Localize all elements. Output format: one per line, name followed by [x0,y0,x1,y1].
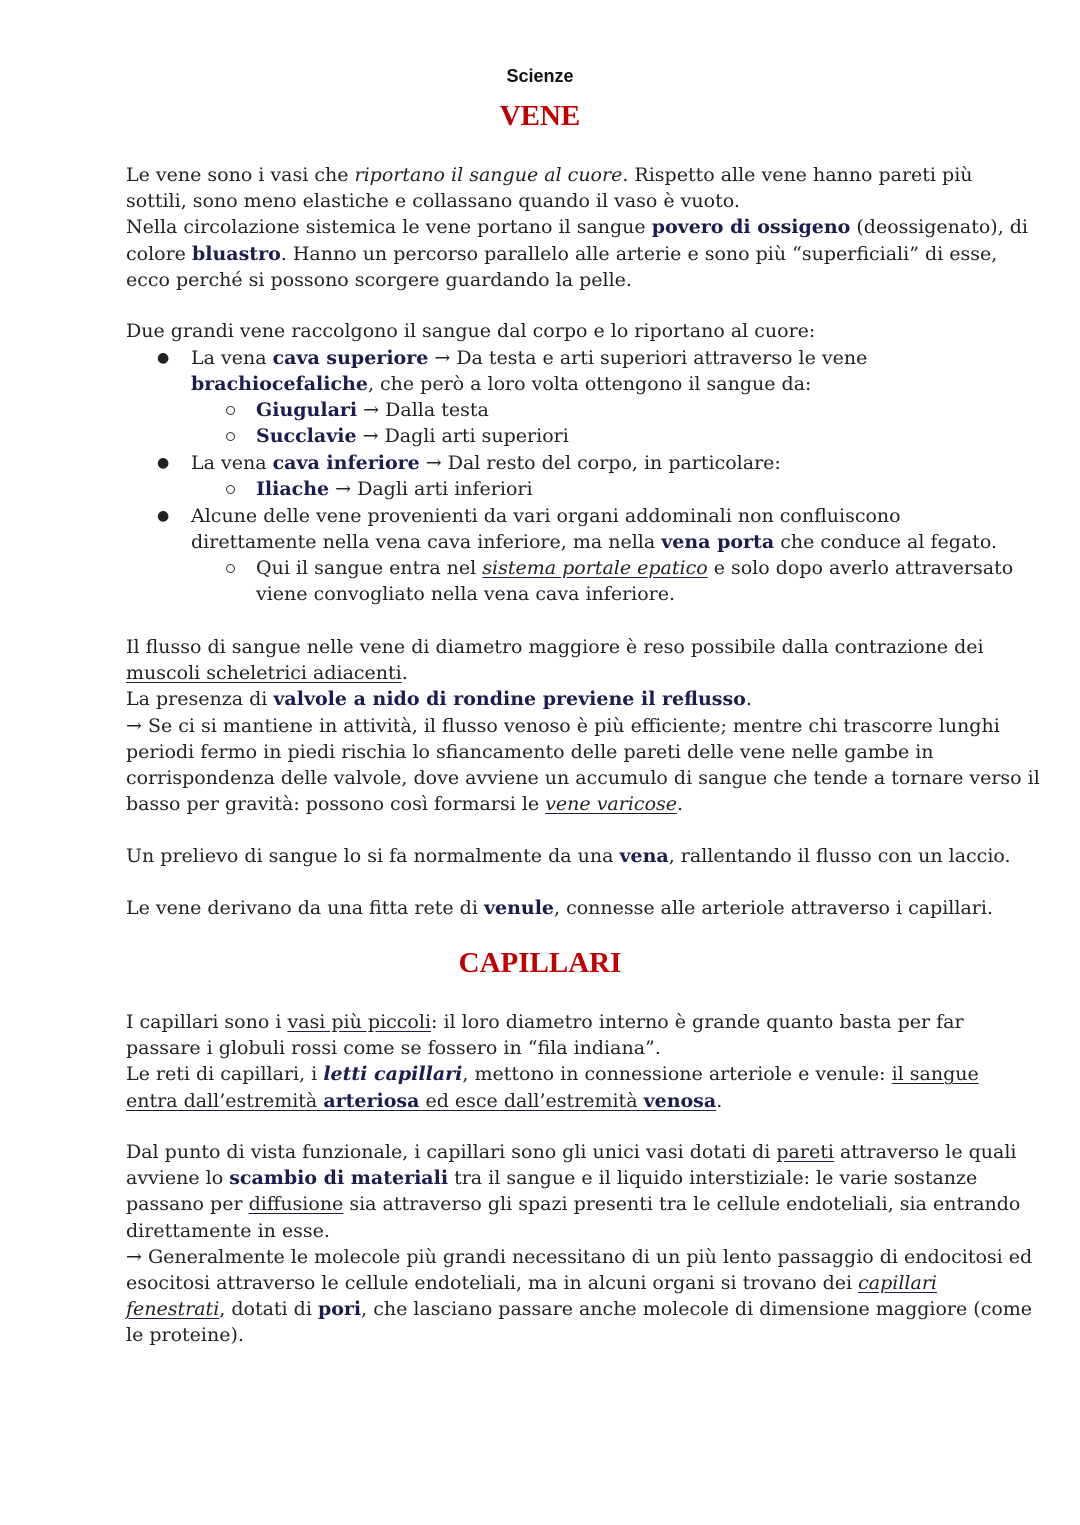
circle-bullet [226,432,235,441]
paragraph-grandi-vene: Due grandi vene raccolgono il sangue dal corpo e lo riportano al cuore: [126,320,816,342]
paragraph-venule: Le vene derivano da una fitta rete di venule, connesse alle arteriole attraverso i capillari. [126,897,993,919]
paragraph-capillari-funzione: Dal punto di vista funzionale, i capillari sono gli unici vasi dotati di pareti attraverso le quali avviene lo scambio di materiali tra il sangue e il liquido interstiziale: le varie sostanze passano per diffusione sia attraverso gli spazi presenti tra le cellule endoteliali, sia entrando direttamente in esse. → Generalmente le molecole più grandi necessitano di un più lento passaggio di endocitosi ed esocitosi attraverso le cellule endoteliali, ma in alcuni organi si trovano dei capillari fenestrati, dotati di pori, che lasciano passare anche molecole di dimensione maggiore (come le proteine). [126,1141,1033,1347]
list-subitem-portale: Qui il sangue entra nel sistema portale epatico e solo dopo averlo attraversato [256,557,1014,579]
list-item-vena-porta-cont: direttamente nella vena cava inferiore, ma nella vena porta che conduce al fegato. [191,531,997,553]
paragraph-flusso: Il flusso di sangue nelle vene di diametro maggiore è reso possibile dalla contrazione dei muscoli scheletrici adiacenti. La presenza di valvole a nido di rondine previene il reflusso. → Se ci si mantiene in attività, il flusso venoso è più efficiente; mentre chi trascorre lunghi periodi fermo in piedi rischia lo sfiancamento delle pareti delle vene nelle gambe in corrispondenza delle valvole, dove avviene un accumulo di sangue che tende a tornare verso il basso per gravità: possono così formarsi le vene varicose. [126,636,1040,816]
list-item-cava-superiore: La vena cava superiore → Da testa e arti superiori attraverso le vene [191,347,868,369]
section-title-vene: VENE [499,100,581,132]
bullet-dot: ● [157,508,170,524]
paragraph-vene-intro: Le vene sono i vasi che riportano il sangue al cuore. Rispetto alle vene hanno pareti più sottili, sono meno elastiche e collassano quando il vaso è vuoto. Nella circolazione sistemica le vene portano il sangue povero di ossigeno (deossigenato), di colore bluastro. Hanno un percorso parallelo alle arterie e sono più “superficiali” di esse, ecco perché si possono scorgere guardando la pelle. [126,164,1029,291]
circle-bullet [226,485,235,494]
paragraph-capillari-intro: I capillari sono i vasi più piccoli: il loro diametro interno è grande quanto basta per far passare i globuli rossi come se fossero in “fila indiana”. Le reti di capillari, i letti capillari, mettono in connessione arteriole e venule: il sangue entra dall’estremità arteriosa ed esce dall’estremità venosa. [126,1011,979,1112]
subject-header: Scienze [506,66,574,86]
list-subitem-iliache: Iliache → Dagli arti inferiori [256,478,533,500]
bullet-dot: ● [157,455,170,471]
paragraph-prelievo: Un prelievo di sangue lo si fa normalmente da una vena, rallentando il flusso con un laccio. [126,845,1011,867]
list-subitem-giugulari: Giugulari → Dalla testa [256,399,489,421]
list-item-vena-porta: Alcune delle vene provenienti da vari organi addominali non confluiscono [191,505,901,527]
list-subitem-portale-cont: viene convogliato nella vena cava inferiore. [256,583,676,605]
list-subitem-succlavie: Succlavie → Dagli arti superiori [256,425,569,447]
section-title-capillari: CAPILLARI [458,947,622,979]
circle-bullet [226,406,235,415]
list-item-cava-inferiore: La vena cava inferiore → Dal resto del corpo, in particolare: [191,452,781,474]
bullet-dot: ● [157,350,170,366]
list-item-cava-superiore-cont: brachiocefaliche, che però a loro volta ottengono il sangue da: [191,373,812,395]
circle-bullet [226,564,235,573]
